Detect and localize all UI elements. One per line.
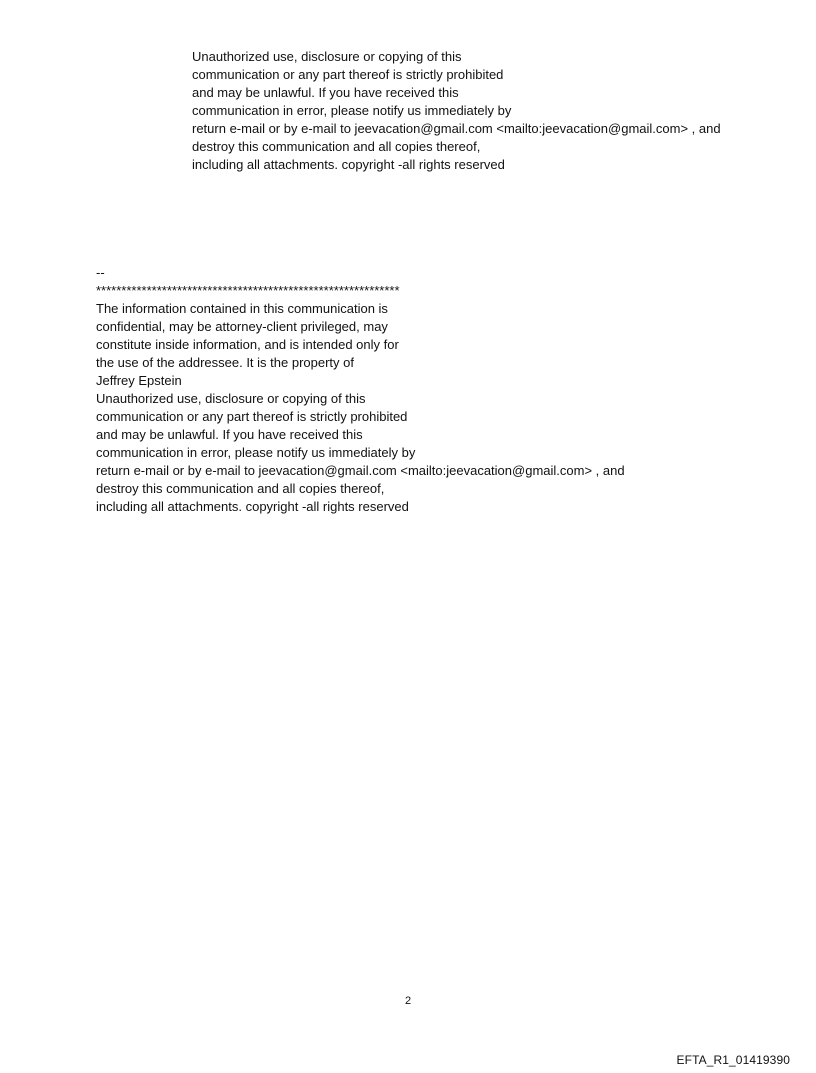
text-line: destroy this communication and all copies thereof, <box>192 139 481 154</box>
text-line: including all attachments. copyright -all rights reserved <box>192 157 505 172</box>
text-line: and may be unlawful. If you have received this <box>96 427 363 442</box>
text-line: Unauthorized use, disclosure or copying of this <box>96 391 366 406</box>
text-line: the use of the addressee. It is the property of <box>96 355 354 370</box>
text-line: Unauthorized use, disclosure or copying of this <box>192 49 462 64</box>
text-line: constitute inside information, and is intended only for <box>96 337 399 352</box>
asterisk-divider: ************************************************************ <box>96 283 400 298</box>
text-line: communication in error, please notify us immediately by <box>96 445 416 460</box>
text-line: return e-mail or by e-mail to jeevacation@gmail.com <mailto:jeevacation@gmail.com> , and <box>192 121 721 136</box>
bates-number: EFTA_R1_01419390 <box>676 1053 790 1067</box>
quoted-disclaimer <box>192 48 721 174</box>
text-line: including all attachments. copyright -all rights reserved <box>96 499 409 514</box>
signature-block <box>96 264 625 516</box>
owner-name: Jeffrey Epstein <box>96 373 182 388</box>
text-line: return e-mail or by e-mail to jeevacation@gmail.com <mailto:jeevacation@gmail.com> , and <box>96 463 625 478</box>
text-line: destroy this communication and all copies thereof, <box>96 481 385 496</box>
text-line: communication in error, please notify us immediately by <box>192 103 512 118</box>
text-line: confidential, may be attorney-client privileged, may <box>96 319 388 334</box>
text-line: communication or any part thereof is strictly prohibited <box>192 67 504 82</box>
signature-separator: -- <box>96 265 105 280</box>
page-number: 2 <box>404 995 412 1007</box>
text-line: The information contained in this communication is <box>96 301 388 316</box>
text-line: communication or any part thereof is strictly prohibited <box>96 409 408 424</box>
text-line: and may be unlawful. If you have received this <box>192 85 459 100</box>
